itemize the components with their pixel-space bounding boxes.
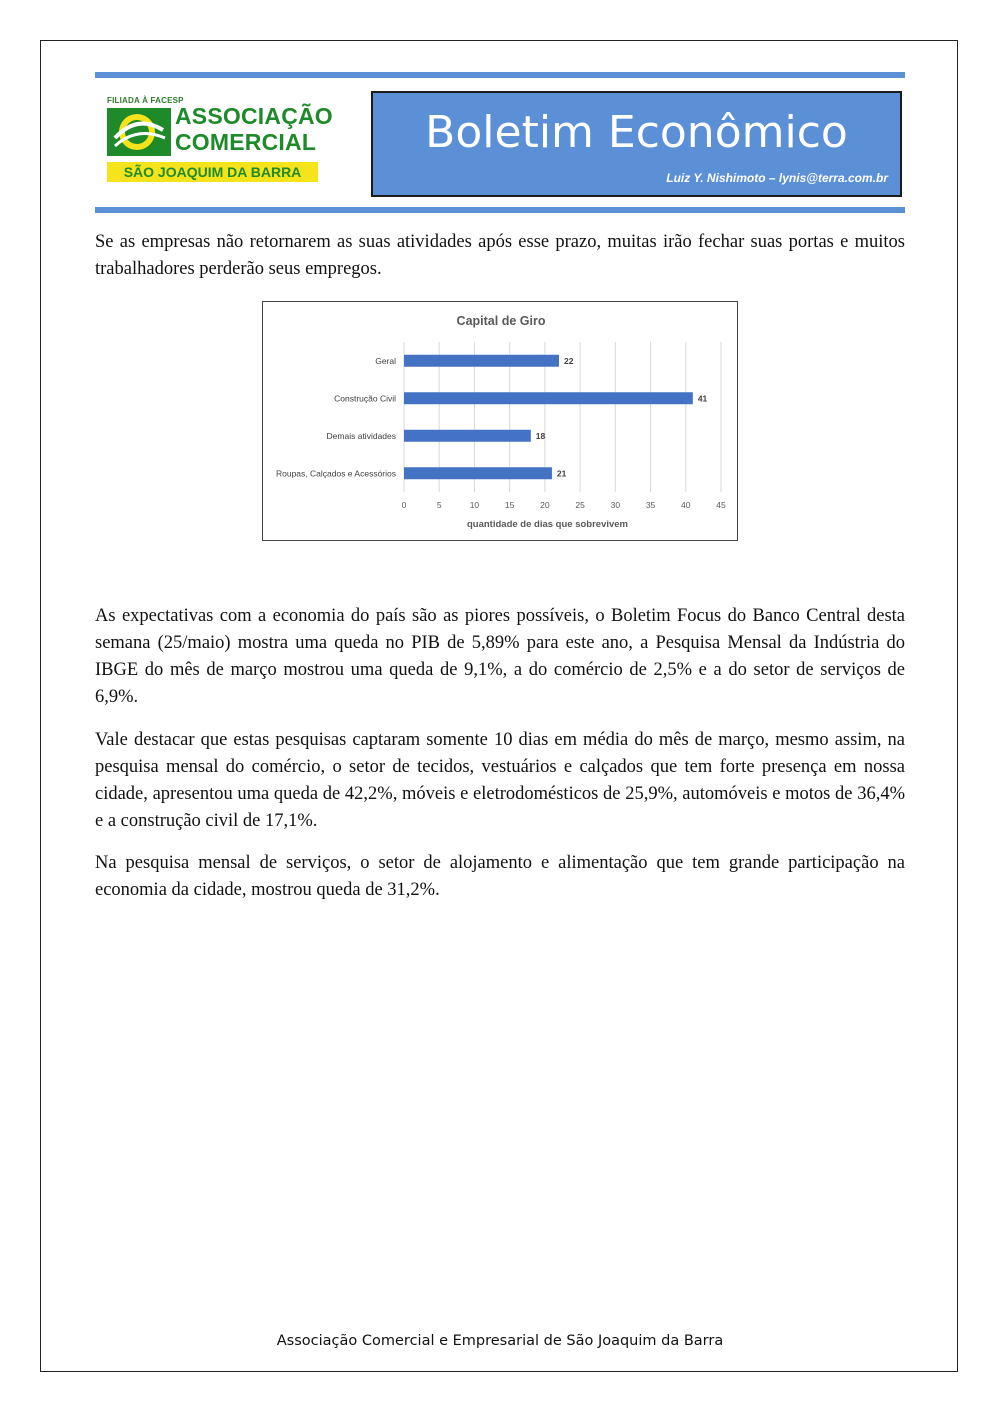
chart-title: Capital de Giro	[456, 314, 546, 328]
data-label-3: 18	[535, 430, 546, 441]
x-tick-label-20: 20	[540, 500, 550, 510]
bar-2	[404, 392, 693, 404]
paragraph-4: Na pesquisa mensal de serviços, o setor de alojamento e alimentação que tem grande participação na economia da cidade, mostrou queda de 31,2%.	[95, 853, 905, 900]
x-tick-label-5: 5	[436, 500, 442, 510]
x-tick-label-45: 45	[716, 500, 726, 510]
x-tick-label-35: 35	[645, 500, 656, 510]
x-tick-label-30: 30	[610, 500, 621, 510]
author-line: Luiz Y. Nishimoto – lynis@terra.com.br	[666, 171, 888, 185]
category-label-4: Roupas, Calçados e Acessórios	[275, 468, 396, 479]
association-logo	[105, 96, 333, 186]
x-tick-label-10: 10	[469, 500, 480, 510]
header-bottom-rule	[95, 207, 905, 213]
data-label-2: 41	[697, 393, 708, 404]
page-title: Boletim Econômico	[425, 107, 848, 158]
logo-name-line2: COMERCIAL	[175, 129, 317, 155]
logo-city: SÃO JOAQUIM DA BARRA	[107, 162, 318, 182]
logo-emblem-icon	[107, 108, 171, 156]
chart-svg	[263, 302, 739, 542]
bar-3	[404, 430, 531, 442]
paragraph-3: Vale destacar que estas pesquisas captaram somente 10 dias em média do mês de março, mesmo assim, na pesquisa mensal do comércio, o setor de tecidos, vestuários e calçados que tem forte presença em nossa cidade, apresentou uma queda de 42,2%, móveis e eletrodomésticos de 25,9%, automóveis e motos de 36,4% e a construção civil de 17,1%.	[95, 730, 905, 831]
category-label-3: Demais atividades	[326, 430, 396, 441]
data-label-1: 22	[563, 355, 574, 366]
logo-affiliation: FILIADA À FACESP	[107, 96, 184, 105]
paragraph-1: Se as empresas não retornarem as suas atividades após esse prazo, muitas irão fechar suas portas e muitos trabalhadores perderão seus empregos.	[95, 232, 905, 279]
category-label-1: Geral	[375, 355, 396, 366]
header-top-rule	[95, 72, 905, 78]
x-tick-label-15: 15	[504, 500, 515, 510]
bar-4	[404, 467, 552, 479]
capital-de-giro-chart	[262, 301, 738, 541]
x-tick-label-0: 0	[401, 500, 407, 510]
category-label-2: Construção Civil	[334, 393, 396, 404]
x-tick-label-40: 40	[681, 500, 691, 510]
data-label-4: 21	[556, 468, 567, 479]
paragraph-2: As expectativas com a economia do país são as piores possíveis, o Boletim Focus do Banco Central desta semana (25/maio) mostra uma queda no PIB de 5,89% para este ano, a Pesquisa Mensal da Indústria do IBGE do mês de março mostrou uma queda de 9,1%, a do comércio de 2,5% e a do setor de serviços de 6,9%.	[95, 606, 905, 707]
title-banner	[371, 91, 902, 197]
x-tick-label-25: 25	[575, 500, 585, 510]
x-axis-label: quantidade de dias que sobrevivem	[466, 519, 629, 530]
logo-name-line1: ASSOCIAÇÃO	[175, 103, 333, 129]
bar-1	[404, 355, 559, 367]
footer-text: Associação Comercial e Empresarial de São Joaquim da Barra	[276, 1333, 724, 1349]
